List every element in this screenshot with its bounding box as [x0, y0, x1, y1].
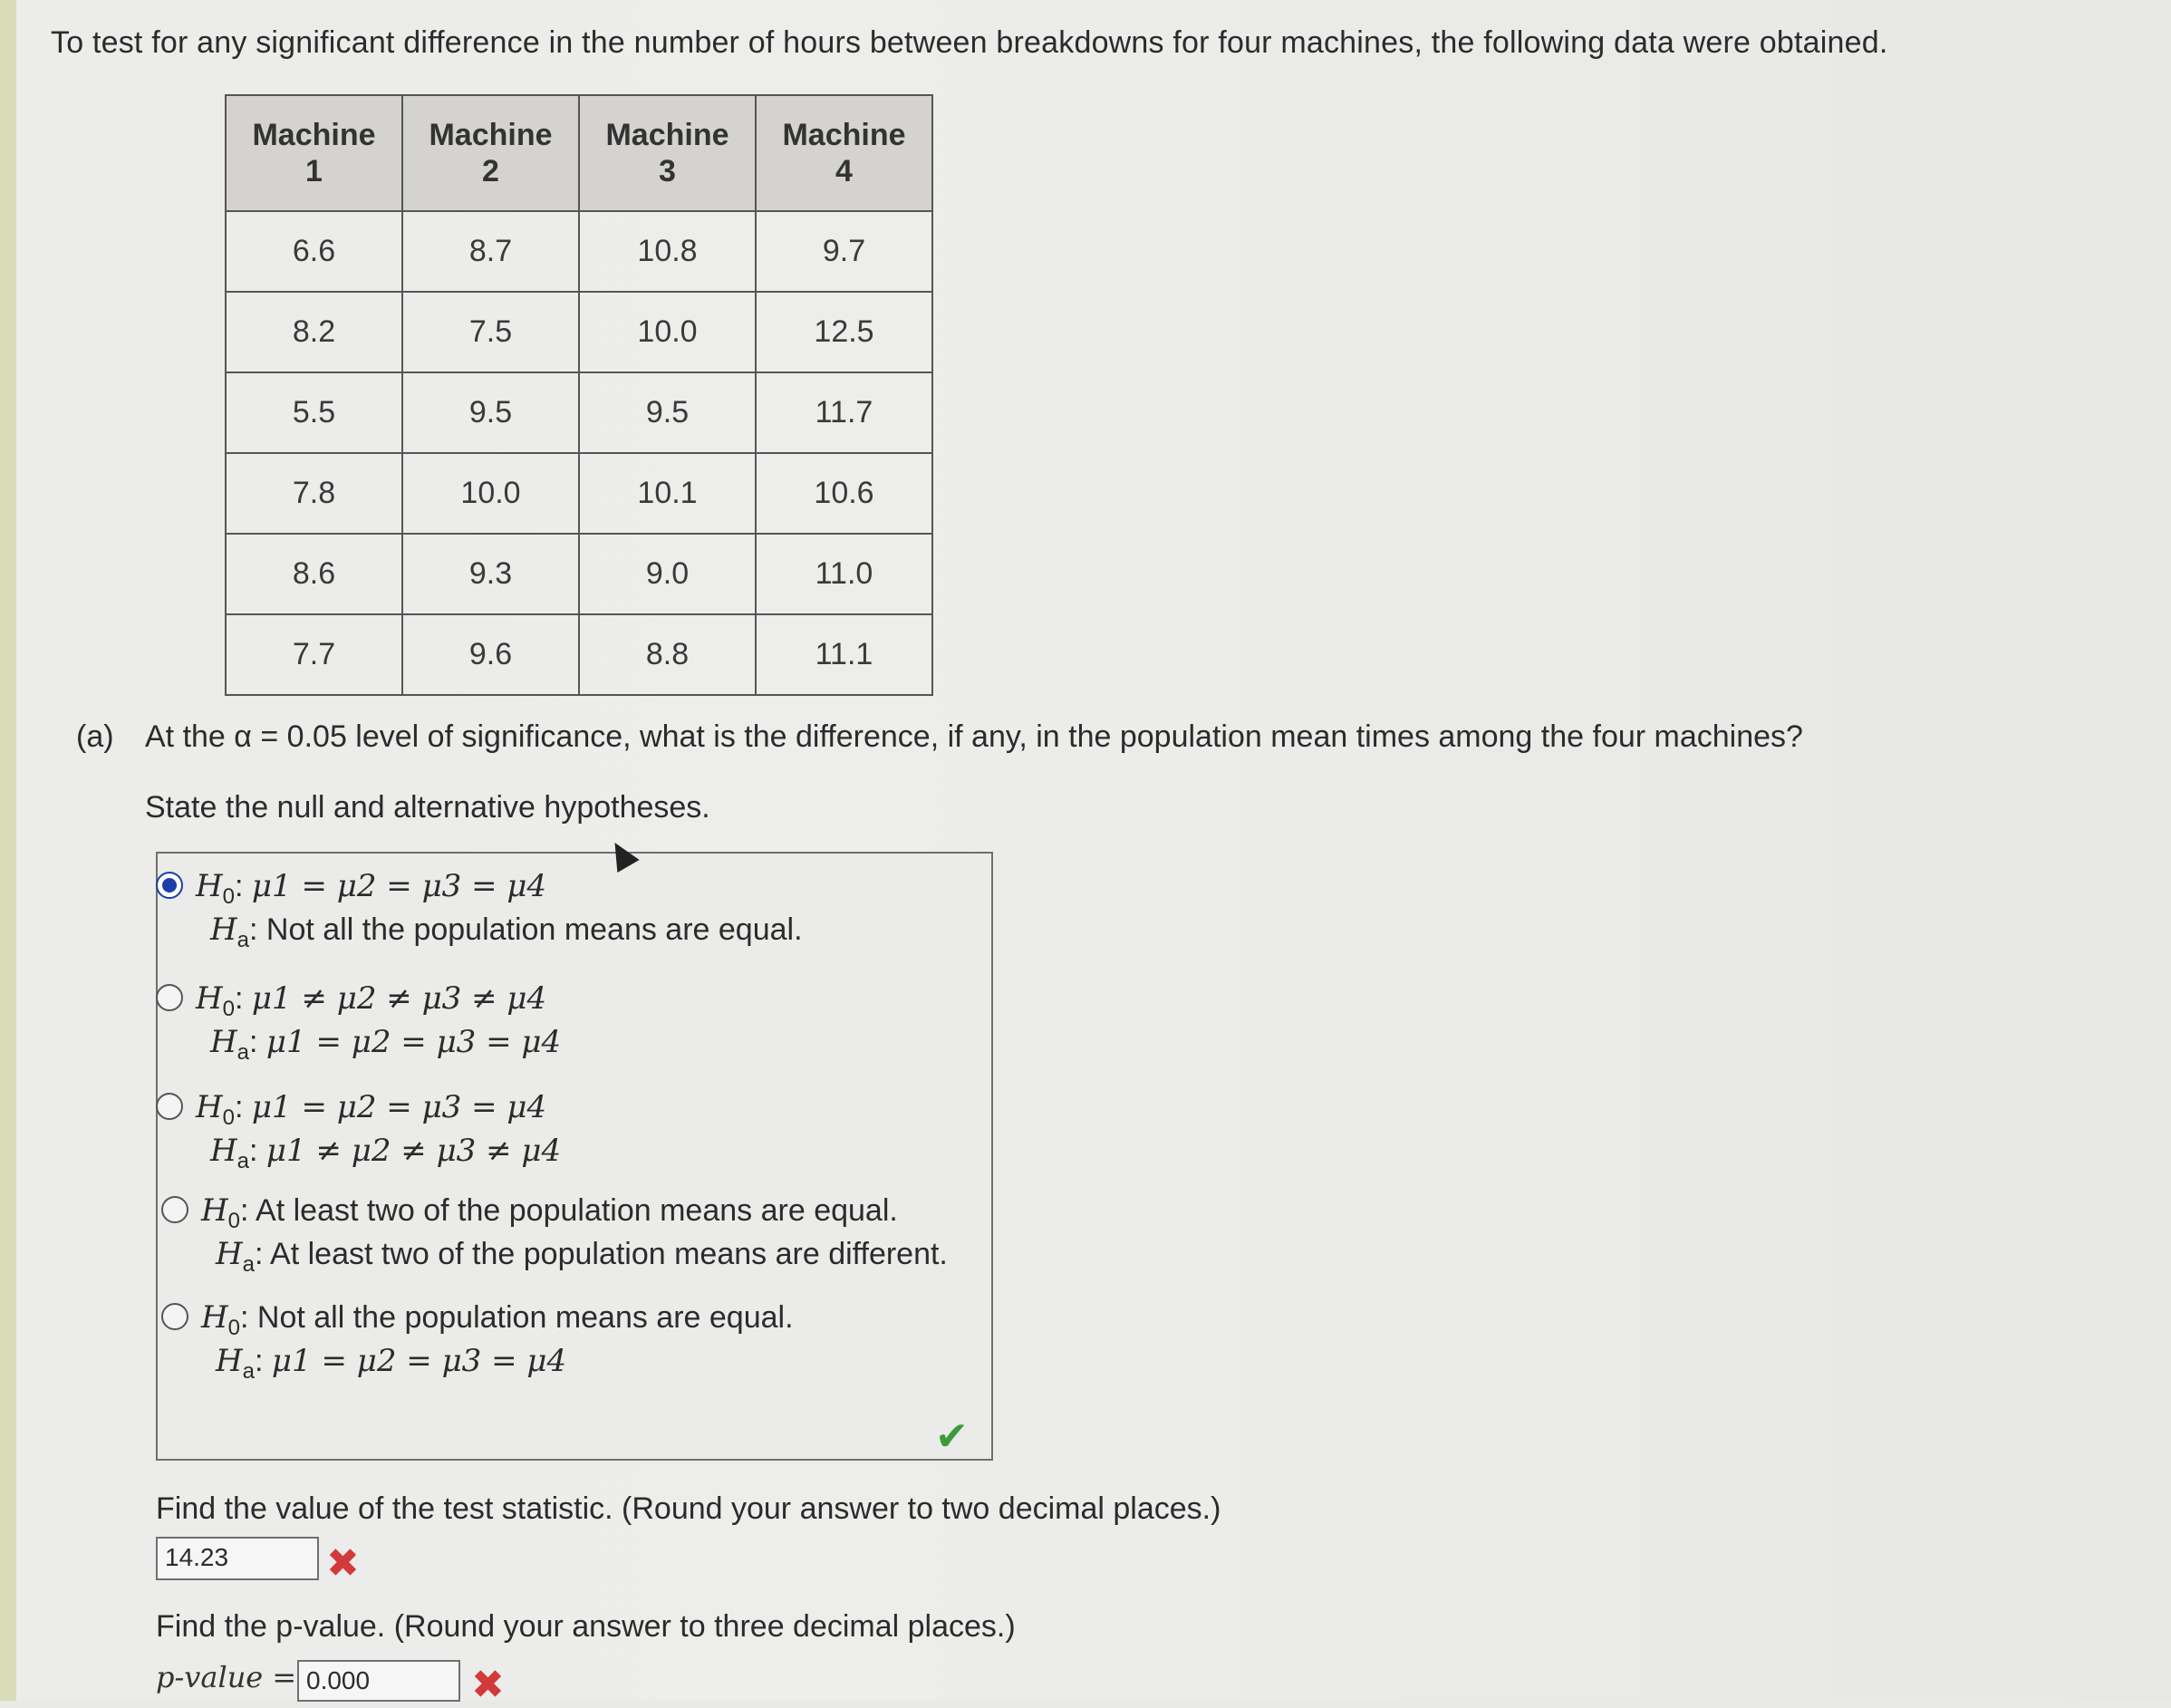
radio-button[interactable]	[161, 1196, 188, 1223]
part-a-instruction: State the null and alternative hypotheses.	[145, 790, 710, 825]
table-cell: 8.8	[579, 614, 756, 695]
left-edge	[0, 0, 16, 1701]
correct-check-icon: ✔	[935, 1414, 969, 1459]
table-cell: 10.0	[402, 453, 579, 534]
table-cell: 10.8	[579, 211, 756, 292]
radio-button-selected[interactable]	[156, 872, 183, 899]
table-cell: 9.7	[756, 211, 932, 292]
table-row	[226, 534, 932, 614]
header-machine-4: Machine 4	[756, 95, 932, 211]
table-cell: 7.7	[226, 614, 402, 695]
radio-button[interactable]	[156, 1093, 183, 1120]
incorrect-x-icon: ✖	[326, 1541, 360, 1586]
table-cell: 7.8	[226, 453, 402, 534]
table-row	[226, 372, 932, 453]
table-cell: 9.6	[402, 614, 579, 695]
part-a-question-text: At the α = 0.05 level of significance, what is the difference, if any, in the population mean times among the four machines?	[145, 719, 1803, 754]
part-a-question	[76, 719, 1803, 755]
table-cell: 9.0	[579, 534, 756, 614]
table-cell: 8.6	[226, 534, 402, 614]
table-cell: 10.1	[579, 453, 756, 534]
table-cell: 8.2	[226, 292, 402, 372]
p-value-label: p-value =	[156, 1660, 297, 1694]
p-value-prompt: Find the p-value. (Round your answer to three decimal places.)	[156, 1609, 1016, 1644]
table-cell: 11.7	[756, 372, 932, 453]
table-row	[226, 211, 932, 292]
test-statistic-input[interactable]: 14.23	[156, 1537, 319, 1580]
test-statistic-prompt: Find the value of the test statistic. (Round your answer to two decimal places.)	[156, 1491, 1221, 1526]
table-row	[226, 614, 932, 695]
machine-data-table	[225, 94, 933, 696]
table-cell: 8.7	[402, 211, 579, 292]
header-machine-1: Machine 1	[226, 95, 402, 211]
table-cell: 12.5	[756, 292, 932, 372]
intro-text: To test for any significant difference in the number of hours between breakdowns for four machines, the following data were obtained.	[51, 25, 1888, 60]
table-cell: 6.6	[226, 211, 402, 292]
table-cell: 9.3	[402, 534, 579, 614]
table-cell: 7.5	[402, 292, 579, 372]
table-row	[226, 453, 932, 534]
table-cell: 11.0	[756, 534, 932, 614]
table-cell: 9.5	[402, 372, 579, 453]
table-cell: 5.5	[226, 372, 402, 453]
table-cell: 10.0	[579, 292, 756, 372]
header-machine-2: Machine 2	[402, 95, 579, 211]
radio-button[interactable]	[156, 984, 183, 1011]
p-value-input[interactable]: 0.000	[297, 1660, 460, 1702]
part-a-label: (a)	[76, 719, 114, 754]
table-cell: 11.1	[756, 614, 932, 695]
radio-button[interactable]	[161, 1303, 188, 1330]
table-cell: 9.5	[579, 372, 756, 453]
table-row	[226, 292, 932, 372]
hypotheses-answer-box: $H_0$: μ1 = μ2 = μ3 = μ4 $H_a$: Not all the population means are equal. $H_0$: μ1 ≠ μ2 ≠ μ3 ≠ μ4 $H_a$: μ1 = μ2 = μ3 = μ4 $H_0$: μ1 = μ2 = μ3 = μ4 $H_a$: μ1 ≠ μ2 ≠ μ3 ≠ μ4 $H_0$: At least two of the population means are equal. $H_a$: At least two of the population means are different. $H_0$: Not all the population means are equal. $H_a$: μ1 = μ2 = μ3 = μ4	[156, 852, 993, 1461]
header-machine-3: Machine 3	[579, 95, 756, 211]
table-cell: 10.6	[756, 453, 932, 534]
incorrect-x-icon: ✖	[471, 1663, 505, 1707]
